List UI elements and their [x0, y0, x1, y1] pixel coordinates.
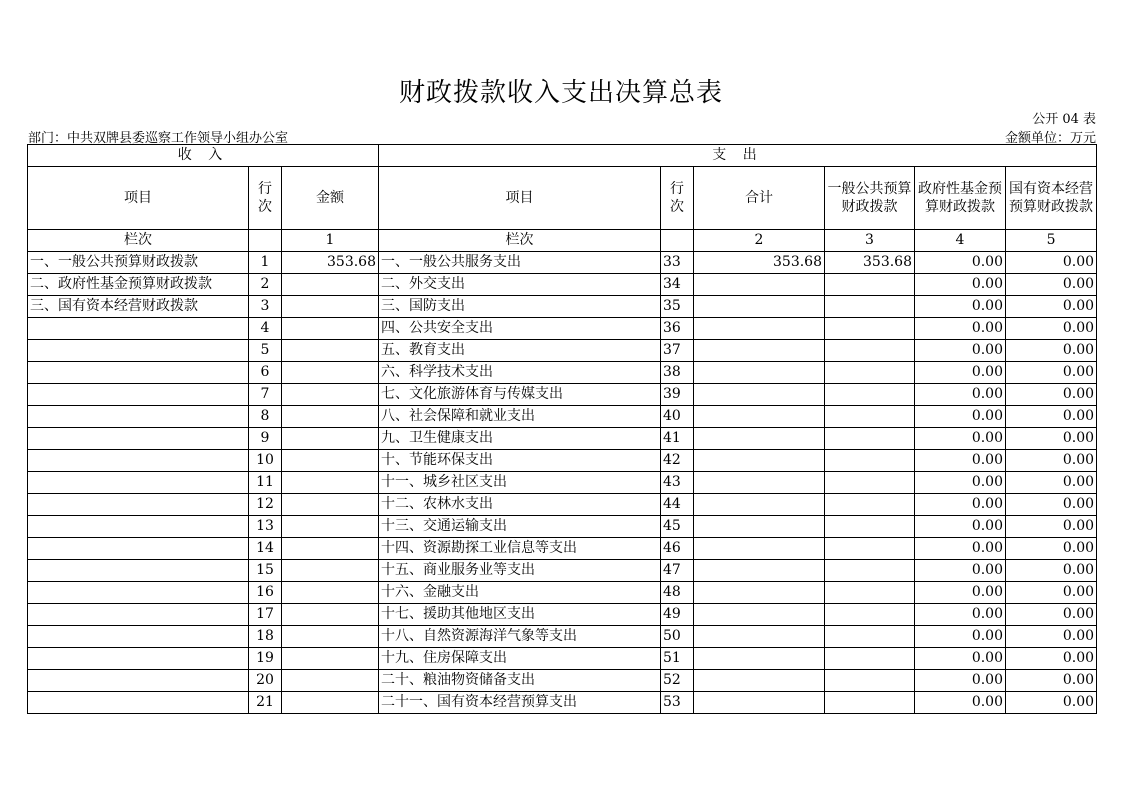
total-cell [694, 472, 825, 494]
income-amount-cell [282, 450, 379, 472]
expense-item-cell: 八、社会保障和就业支出 [379, 406, 661, 428]
total-cell: 353.68 [694, 252, 825, 274]
general-budget-cell [825, 604, 915, 626]
expense-line-cell: 48 [661, 582, 694, 604]
total-header: 合计 [694, 167, 825, 230]
state-capital-cell: 0.00 [1006, 538, 1097, 560]
total-cell [694, 604, 825, 626]
income-line-header: 行次 [249, 167, 282, 230]
state-capital-header: 国有资本经营预算财政拨款 [1006, 167, 1097, 230]
income-amount-cell [282, 626, 379, 648]
expense-item-cell: 九、卫生健康支出 [379, 428, 661, 450]
income-line-cell: 11 [249, 472, 282, 494]
expense-line-cell: 49 [661, 604, 694, 626]
income-amount-cell [282, 296, 379, 318]
expense-item-cell: 六、科学技术支出 [379, 362, 661, 384]
state-capital-cell: 0.00 [1006, 472, 1097, 494]
income-amount-cell: 353.68 [282, 252, 379, 274]
income-amount-cell [282, 428, 379, 450]
expense-line-col-number [661, 230, 694, 252]
state-capital-cell: 0.00 [1006, 670, 1097, 692]
table-row [28, 626, 1097, 648]
table-row [28, 274, 1097, 296]
general-col-number: 3 [825, 230, 915, 252]
income-line-col-number [249, 230, 282, 252]
income-line-cell: 14 [249, 538, 282, 560]
state-capital-cell: 0.00 [1006, 274, 1097, 296]
gov-fund-cell: 0.00 [915, 670, 1006, 692]
gov-fund-cell: 0.00 [915, 296, 1006, 318]
total-cell [694, 318, 825, 340]
state-capital-cell: 0.00 [1006, 318, 1097, 340]
income-amount-cell [282, 604, 379, 626]
gov-fund-col-number: 4 [915, 230, 1006, 252]
column-number-row [28, 230, 1097, 252]
income-amount-cell [282, 648, 379, 670]
table-row [28, 318, 1097, 340]
expense-line-cell: 50 [661, 626, 694, 648]
general-budget-cell [825, 538, 915, 560]
expense-line-cell: 44 [661, 494, 694, 516]
form-code: 公开 04 表 [1032, 112, 1096, 127]
total-cell [694, 406, 825, 428]
income-line-cell: 4 [249, 318, 282, 340]
state-capital-cell: 0.00 [1006, 560, 1097, 582]
income-item-cell [28, 406, 249, 428]
income-item-cell [28, 648, 249, 670]
general-budget-cell [825, 450, 915, 472]
income-item-cell [28, 384, 249, 406]
income-item-cell [28, 472, 249, 494]
income-item-cell [28, 626, 249, 648]
gov-fund-cell: 0.00 [915, 692, 1006, 714]
table-row [28, 516, 1097, 538]
general-budget-cell [825, 318, 915, 340]
expense-item-cell: 十五、商业服务业等支出 [379, 560, 661, 582]
expense-line-cell: 39 [661, 384, 694, 406]
general-budget-cell: 353.68 [825, 252, 915, 274]
income-section-header: 收 入 [28, 145, 379, 167]
gov-fund-cell: 0.00 [915, 274, 1006, 296]
gov-fund-cell: 0.00 [915, 626, 1006, 648]
income-line-cell: 8 [249, 406, 282, 428]
total-cell [694, 362, 825, 384]
general-budget-cell [825, 406, 915, 428]
income-line-cell: 9 [249, 428, 282, 450]
expense-item-cell: 二十、粮油物资储备支出 [379, 670, 661, 692]
income-line-cell: 10 [249, 450, 282, 472]
income-item-cell: 一、一般公共预算财政拨款 [28, 252, 249, 274]
total-cell [694, 582, 825, 604]
income-amount-cell [282, 340, 379, 362]
column-header-row [28, 167, 1097, 230]
income-amount-cell [282, 472, 379, 494]
income-amount-cell [282, 560, 379, 582]
table-row [28, 450, 1097, 472]
state-capital-cell: 0.00 [1006, 692, 1097, 714]
state-capital-cell: 0.00 [1006, 252, 1097, 274]
table-row [28, 648, 1097, 670]
state-capital-cell: 0.00 [1006, 296, 1097, 318]
table-row [28, 340, 1097, 362]
table-row [28, 604, 1097, 626]
expense-line-cell: 34 [661, 274, 694, 296]
income-item-cell [28, 692, 249, 714]
expense-item-cell: 五、教育支出 [379, 340, 661, 362]
budget-summary-table [27, 144, 1097, 714]
state-capital-cell: 0.00 [1006, 604, 1097, 626]
income-item-cell: 二、政府性基金预算财政拨款 [28, 274, 249, 296]
gov-fund-cell: 0.00 [915, 406, 1006, 428]
expense-item-cell: 十、节能环保支出 [379, 450, 661, 472]
expense-line-cell: 47 [661, 560, 694, 582]
general-budget-cell [825, 428, 915, 450]
gov-fund-cell: 0.00 [915, 450, 1006, 472]
income-amount-cell [282, 406, 379, 428]
expense-line-cell: 36 [661, 318, 694, 340]
gov-fund-cell: 0.00 [915, 318, 1006, 340]
amount-unit-label: 金额单位：万元 [1004, 131, 1096, 146]
income-amount-header: 金额 [282, 167, 379, 230]
expense-item-cell: 十六、金融支出 [379, 582, 661, 604]
expense-line-cell: 38 [661, 362, 694, 384]
gov-fund-cell: 0.00 [915, 648, 1006, 670]
income-line-cell: 15 [249, 560, 282, 582]
expense-item-cell: 十七、援助其他地区支出 [379, 604, 661, 626]
income-item-cell [28, 670, 249, 692]
table-row [28, 406, 1097, 428]
expense-item-cell: 十一、城乡社区支出 [379, 472, 661, 494]
general-budget-cell [825, 626, 915, 648]
general-budget-cell [825, 274, 915, 296]
income-item-cell [28, 428, 249, 450]
table-row [28, 472, 1097, 494]
gov-fund-cell: 0.00 [915, 538, 1006, 560]
general-budget-cell [825, 582, 915, 604]
gov-fund-cell: 0.00 [915, 494, 1006, 516]
table-row [28, 670, 1097, 692]
general-budget-cell [825, 340, 915, 362]
gov-fund-cell: 0.00 [915, 428, 1006, 450]
table-row [28, 582, 1097, 604]
income-line-cell: 7 [249, 384, 282, 406]
expense-item-cell: 十九、住房保障支出 [379, 648, 661, 670]
table-row [28, 538, 1097, 560]
expense-col-label: 栏次 [379, 230, 661, 252]
expense-line-cell: 33 [661, 252, 694, 274]
table-row [28, 296, 1097, 318]
income-line-cell: 5 [249, 340, 282, 362]
income-line-cell: 6 [249, 362, 282, 384]
income-line-cell: 2 [249, 274, 282, 296]
income-line-cell: 1 [249, 252, 282, 274]
income-amount-cell [282, 516, 379, 538]
gov-fund-header: 政府性基金预算财政拨款 [915, 167, 1006, 230]
general-budget-cell [825, 516, 915, 538]
income-amount-cell [282, 538, 379, 560]
total-cell [694, 494, 825, 516]
expense-line-cell: 45 [661, 516, 694, 538]
table-row [28, 692, 1097, 714]
total-cell [694, 274, 825, 296]
expense-item-header: 项目 [379, 167, 661, 230]
income-item-cell [28, 538, 249, 560]
general-budget-cell [825, 362, 915, 384]
total-cell [694, 626, 825, 648]
expense-section-header: 支 出 [379, 145, 1097, 167]
total-col-number: 2 [694, 230, 825, 252]
gov-fund-cell: 0.00 [915, 560, 1006, 582]
department-label: 部门：中共双牌县委巡察工作领导小组办公室 [28, 131, 289, 146]
income-line-cell: 17 [249, 604, 282, 626]
total-cell [694, 560, 825, 582]
gov-fund-cell: 0.00 [915, 384, 1006, 406]
income-amount-cell [282, 384, 379, 406]
expense-line-cell: 40 [661, 406, 694, 428]
expense-item-cell: 四、公共安全支出 [379, 318, 661, 340]
table-row [28, 560, 1097, 582]
gov-fund-cell: 0.00 [915, 252, 1006, 274]
income-line-cell: 19 [249, 648, 282, 670]
general-budget-cell [825, 296, 915, 318]
income-amount-col-number: 1 [282, 230, 379, 252]
income-item-cell [28, 450, 249, 472]
income-col-label: 栏次 [28, 230, 249, 252]
gov-fund-cell: 0.00 [915, 604, 1006, 626]
income-amount-cell [282, 582, 379, 604]
section-header-row [28, 145, 1097, 167]
income-amount-cell [282, 318, 379, 340]
gov-fund-cell: 0.00 [915, 582, 1006, 604]
expense-item-cell: 十八、自然资源海洋气象等支出 [379, 626, 661, 648]
page-title: 财政拨款收入支出决算总表 [398, 78, 723, 108]
expense-line-header: 行次 [661, 167, 694, 230]
expense-item-cell: 十三、交通运输支出 [379, 516, 661, 538]
total-cell [694, 670, 825, 692]
income-line-cell: 13 [249, 516, 282, 538]
expense-item-cell: 十四、资源勘探工业信息等支出 [379, 538, 661, 560]
expense-line-cell: 53 [661, 692, 694, 714]
expense-line-cell: 51 [661, 648, 694, 670]
general-budget-cell [825, 692, 915, 714]
expense-line-cell: 43 [661, 472, 694, 494]
expense-item-cell: 三、国防支出 [379, 296, 661, 318]
table-row [28, 362, 1097, 384]
income-item-cell [28, 516, 249, 538]
income-item-cell [28, 494, 249, 516]
income-item-cell [28, 604, 249, 626]
state-capital-cell: 0.00 [1006, 450, 1097, 472]
income-line-cell: 3 [249, 296, 282, 318]
general-budget-cell [825, 560, 915, 582]
gov-fund-cell: 0.00 [915, 340, 1006, 362]
expense-item-cell: 二、外交支出 [379, 274, 661, 296]
total-cell [694, 538, 825, 560]
table-row [28, 494, 1097, 516]
general-budget-cell [825, 472, 915, 494]
state-capital-cell: 0.00 [1006, 406, 1097, 428]
income-item-cell [28, 362, 249, 384]
income-line-cell: 18 [249, 626, 282, 648]
income-amount-cell [282, 692, 379, 714]
total-cell [694, 340, 825, 362]
table-row [28, 252, 1097, 274]
state-capital-col-number: 5 [1006, 230, 1097, 252]
expense-line-cell: 35 [661, 296, 694, 318]
table-row [28, 384, 1097, 406]
income-item-cell [28, 582, 249, 604]
expense-item-cell: 二十一、国有资本经营预算支出 [379, 692, 661, 714]
income-amount-cell [282, 494, 379, 516]
general-budget-cell [825, 384, 915, 406]
total-cell [694, 384, 825, 406]
gov-fund-cell: 0.00 [915, 516, 1006, 538]
state-capital-cell: 0.00 [1006, 362, 1097, 384]
income-line-cell: 21 [249, 692, 282, 714]
income-line-cell: 16 [249, 582, 282, 604]
income-item-cell [28, 560, 249, 582]
state-capital-cell: 0.00 [1006, 494, 1097, 516]
income-item-header: 项目 [28, 167, 249, 230]
income-amount-cell [282, 670, 379, 692]
income-amount-cell [282, 274, 379, 296]
total-cell [694, 516, 825, 538]
total-cell [694, 692, 825, 714]
expense-line-cell: 46 [661, 538, 694, 560]
income-line-cell: 12 [249, 494, 282, 516]
expense-line-cell: 52 [661, 670, 694, 692]
state-capital-cell: 0.00 [1006, 648, 1097, 670]
income-item-cell [28, 340, 249, 362]
income-line-cell: 20 [249, 670, 282, 692]
income-amount-cell [282, 362, 379, 384]
total-cell [694, 428, 825, 450]
gov-fund-cell: 0.00 [915, 472, 1006, 494]
state-capital-cell: 0.00 [1006, 384, 1097, 406]
state-capital-cell: 0.00 [1006, 582, 1097, 604]
table-row [28, 428, 1097, 450]
income-item-cell: 三、国有资本经营财政拨款 [28, 296, 249, 318]
expense-item-cell: 一、一般公共服务支出 [379, 252, 661, 274]
expense-item-cell: 十二、农林水支出 [379, 494, 661, 516]
state-capital-cell: 0.00 [1006, 428, 1097, 450]
expense-item-cell: 七、文化旅游体育与传媒支出 [379, 384, 661, 406]
gov-fund-cell: 0.00 [915, 362, 1006, 384]
total-cell [694, 296, 825, 318]
state-capital-cell: 0.00 [1006, 516, 1097, 538]
total-cell [694, 450, 825, 472]
state-capital-cell: 0.00 [1006, 626, 1097, 648]
expense-line-cell: 37 [661, 340, 694, 362]
total-cell [694, 648, 825, 670]
general-budget-cell [825, 494, 915, 516]
general-budget-cell [825, 670, 915, 692]
state-capital-cell: 0.00 [1006, 340, 1097, 362]
expense-line-cell: 42 [661, 450, 694, 472]
expense-line-cell: 41 [661, 428, 694, 450]
general-budget-cell [825, 648, 915, 670]
general-budget-header: 一般公共预算财政拨款 [825, 167, 915, 230]
income-item-cell [28, 318, 249, 340]
